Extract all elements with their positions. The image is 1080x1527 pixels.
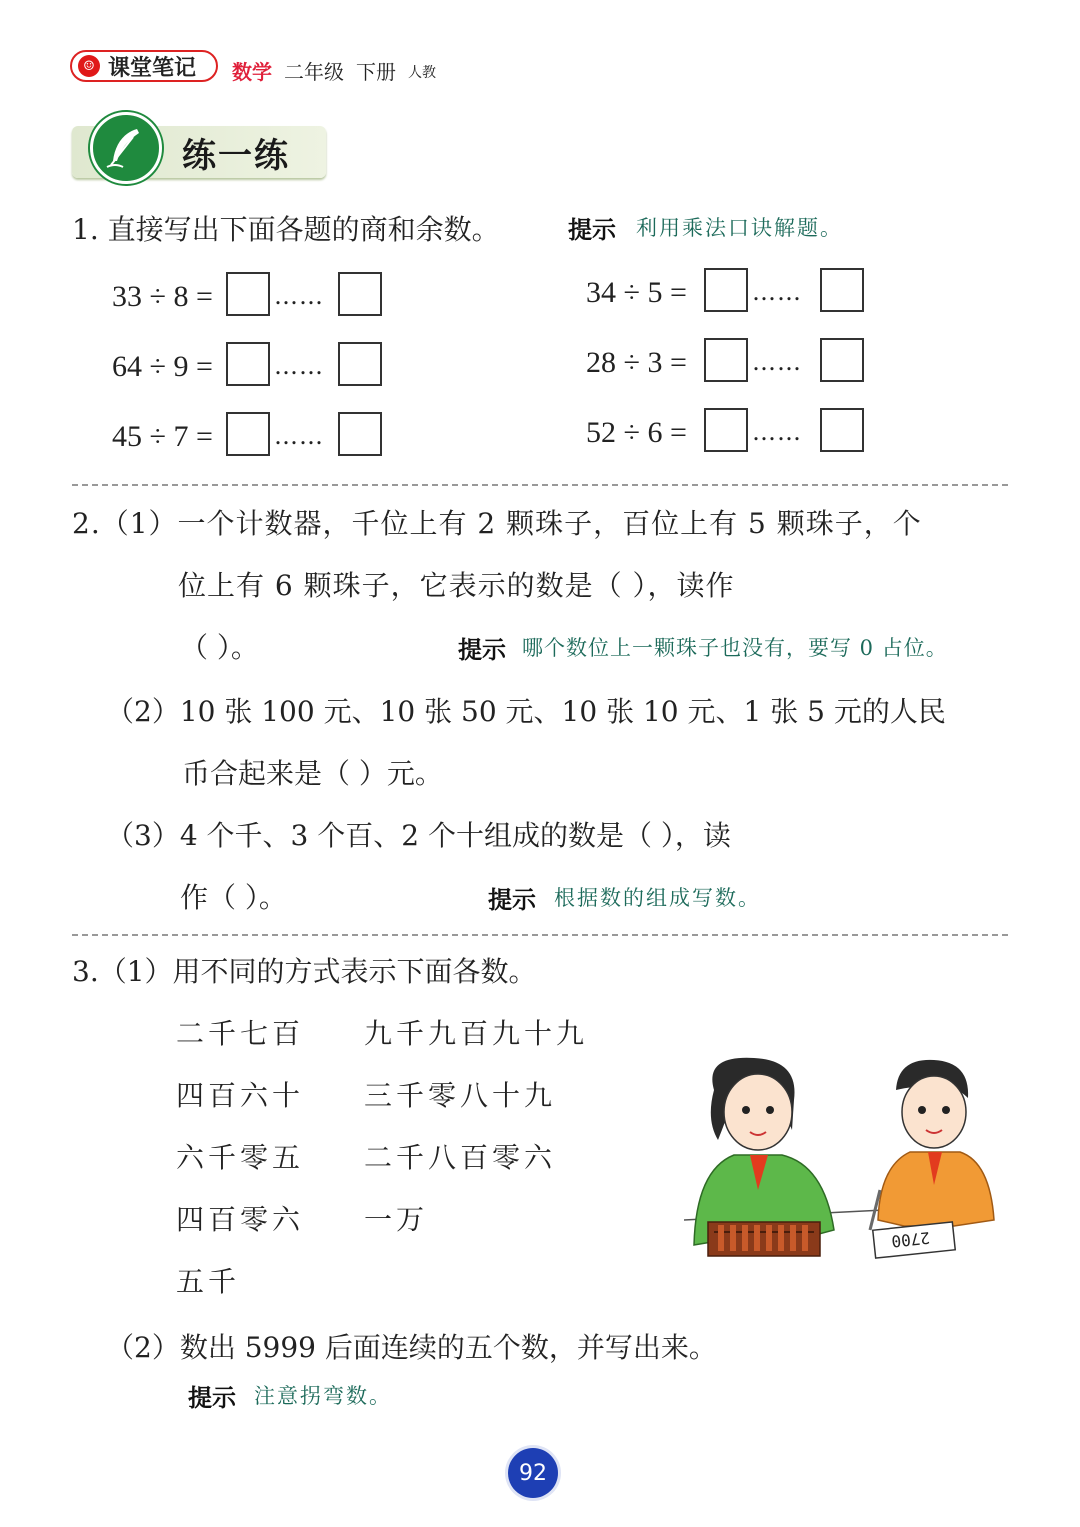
section-title: 练一练 bbox=[182, 136, 290, 176]
number-word: 四百零六 bbox=[176, 1203, 305, 1236]
q2-part2-line2: 币合起来是（ ）元。 bbox=[182, 757, 443, 790]
quotient-box[interactable] bbox=[704, 268, 748, 312]
children-illustration bbox=[684, 1050, 1004, 1265]
q2-part1-line1: 2.（1）一个计数器，千位上有 2 颗珠子，百位上有 5 颗珠子，个 bbox=[72, 507, 922, 540]
number-word: 一万 bbox=[364, 1203, 429, 1236]
remainder-box[interactable] bbox=[820, 408, 864, 452]
dots-separator: …… bbox=[752, 418, 802, 446]
abacus-icon bbox=[708, 1222, 820, 1256]
girl-figure bbox=[694, 1058, 834, 1245]
remainder-box[interactable] bbox=[338, 412, 382, 456]
section-divider bbox=[72, 484, 1008, 486]
number-word: 六千零五 bbox=[176, 1141, 305, 1174]
dots-separator: …… bbox=[274, 422, 324, 450]
section-divider bbox=[72, 934, 1008, 936]
dots-separator: …… bbox=[274, 352, 324, 380]
q2-part1-tip-text: 哪个数位上一颗珠子也没有，要写 0 占位。 bbox=[522, 636, 948, 660]
equation-3: 45 ÷ 7 = bbox=[112, 420, 213, 453]
quotient-box[interactable] bbox=[704, 338, 748, 382]
equation-4: 34 ÷ 5 = bbox=[586, 276, 687, 309]
equation-1: 33 ÷ 8 = bbox=[112, 280, 213, 313]
subject-label: 数学 bbox=[232, 60, 272, 84]
equation-2: 64 ÷ 9 = bbox=[112, 350, 213, 383]
equation-6: 52 ÷ 6 = bbox=[586, 416, 687, 449]
q2-part1-tip-label: 提示 bbox=[458, 636, 506, 664]
brand-badge bbox=[70, 50, 218, 82]
q3-part2-tip-label: 提示 bbox=[188, 1384, 236, 1412]
publisher-label: 人教 bbox=[408, 65, 436, 81]
quotient-box[interactable] bbox=[226, 272, 270, 316]
dots-separator: …… bbox=[752, 348, 802, 376]
remainder-box[interactable] bbox=[820, 338, 864, 382]
quill-pen-icon bbox=[90, 112, 162, 184]
number-word: 四百六十 bbox=[176, 1079, 305, 1112]
number-word: 五千 bbox=[176, 1265, 241, 1298]
q3-part2-tip-text: 注意拐弯数。 bbox=[254, 1384, 392, 1408]
number-word: 二千八百零六 bbox=[364, 1141, 557, 1174]
q1-tip-label: 提示 bbox=[568, 216, 616, 244]
paper-number: 2700 bbox=[890, 1227, 931, 1251]
remainder-box[interactable] bbox=[338, 272, 382, 316]
q2-part2-line1: （2）10 张 100 元、10 张 50 元、10 张 10 元、1 张 5 元的人民 bbox=[106, 695, 946, 728]
q1-stem: 1. 直接写出下面各题的商和余数。 bbox=[72, 213, 500, 246]
dots-separator: …… bbox=[274, 282, 324, 310]
q3-part2: （2）数出 5999 后面连续的五个数，并写出来。 bbox=[106, 1331, 717, 1364]
number-word: 二千七百 bbox=[176, 1017, 305, 1050]
number-word: 九千九百九十九 bbox=[364, 1017, 589, 1050]
q1-tip-text: 利用乘法口诀解题。 bbox=[636, 216, 843, 240]
volume-label: 下册 bbox=[356, 60, 396, 84]
brand-title: 课堂笔记 bbox=[108, 55, 197, 81]
q2-part1-line2: 位上有 6 颗珠子，它表示的数是（ ），读作 bbox=[178, 569, 735, 602]
quotient-box[interactable] bbox=[226, 342, 270, 386]
number-word: 三千零八十九 bbox=[364, 1079, 557, 1112]
q2-part3-tip-text: 根据数的组成写数。 bbox=[554, 886, 761, 910]
quotient-box[interactable] bbox=[704, 408, 748, 452]
remainder-box[interactable] bbox=[820, 268, 864, 312]
page-number: 92 bbox=[508, 1448, 558, 1498]
q2-part3-tip-label: 提示 bbox=[488, 886, 536, 914]
q2-part3-line1: （3）4 个千、3 个百、2 个十组成的数是（ ），读 bbox=[106, 819, 731, 852]
remainder-box[interactable] bbox=[338, 342, 382, 386]
grade-label: 二年级 bbox=[284, 60, 344, 84]
smile-icon: ☺ bbox=[78, 55, 100, 77]
boy-figure bbox=[878, 1060, 994, 1226]
quotient-box[interactable] bbox=[226, 412, 270, 456]
q3-part1: 3.（1）用不同的方式表示下面各数。 bbox=[72, 955, 537, 988]
equation-5: 28 ÷ 3 = bbox=[586, 346, 687, 379]
q2-part1-line3: （ ）。 bbox=[180, 631, 259, 664]
dots-separator: …… bbox=[752, 278, 802, 306]
q2-part3-line2: 作（ ）。 bbox=[180, 881, 287, 914]
